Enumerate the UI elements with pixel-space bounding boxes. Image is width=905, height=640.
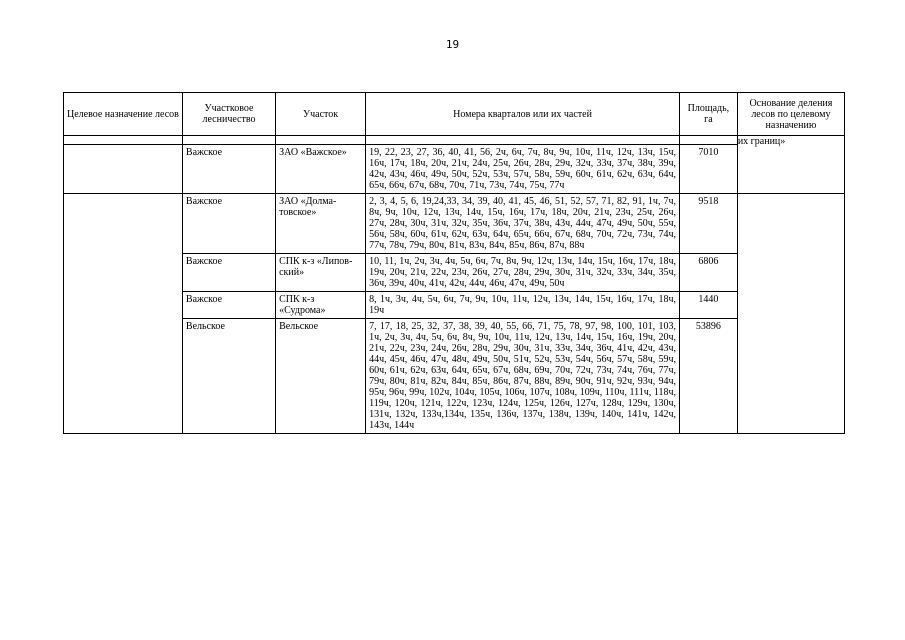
spacer-cell (679, 136, 737, 145)
site-cell: ЗАО «Важское» (276, 145, 366, 194)
district-cell: Важское (182, 194, 275, 254)
area-cell: 9518 (679, 194, 737, 254)
header-quarters: Номера кварталов или их частей (366, 93, 680, 136)
quarters-cell: 2, 3, 4, 5, 6, 19,24,33, 34, 39, 40, 41, 45, 46, 51, 52, 57, 71, 82, 91, 1ч, 7ч, 8ч, 9ч, 10ч, 12ч, 13ч, 14ч, 15ч, 16ч, 17ч, 18ч, 20ч, 21ч, 23ч, 25ч, 26ч, 27ч, 28ч, 30ч, 31ч, 32ч, 35ч, 36ч, 37ч, 38ч, 43ч, 44ч, 47ч, 49ч, 50ч, 55ч, 56ч, 58ч, 60ч, 61ч, 62ч, 63ч, 64ч, 65ч, 66ч, 67ч, 68ч, 70ч, 72ч, 73ч, 74ч, 77ч, 78ч, 79ч, 80ч, 81ч, 83ч, 84ч, 85ч, 86ч, 87ч, 88ч (366, 194, 680, 254)
basis-note: их границ» (737, 136, 844, 194)
spacer-cell (64, 136, 183, 145)
spacer-cell (182, 136, 275, 145)
quarters-cell: 19, 22, 23, 27, 36, 40, 41, 56, 2ч, 6ч, 7ч, 8ч, 9ч, 10ч, 11ч, 12ч, 13ч, 15ч, 16ч, 17ч, 18ч, 20ч, 21ч, 24ч, 25ч, 26ч, 28ч, 29ч, 32ч, 33ч, 37ч, 38ч, 39ч, 42ч, 43ч, 46ч, 49ч, 50ч, 52ч, 53ч, 57ч, 58ч, 59ч, 60ч, 61ч, 62ч, 63ч, 64ч, 65ч, 66ч, 67ч, 68ч, 70ч, 71ч, 73ч, 74ч, 75ч, 77ч (366, 145, 680, 194)
district-cell: Важское (182, 254, 275, 292)
site-cell: ЗАО «Долма-товское» (276, 194, 366, 254)
table-header-row (64, 93, 845, 136)
purpose-cell (64, 145, 183, 194)
header-district: Участковое лесничество (182, 93, 275, 136)
spacer-cell (366, 136, 680, 145)
header-purpose: Целевое назначение лесов (64, 93, 183, 136)
site-cell: СПК к-з «Судрома» (276, 292, 366, 319)
basis-cell (737, 194, 844, 434)
quarters-cell: 8, 1ч, 3ч, 4ч, 5ч, 6ч, 7ч, 9ч, 10ч, 11ч, 12ч, 13ч, 14ч, 15ч, 16ч, 17ч, 18ч, 19ч (366, 292, 680, 319)
table-row (64, 145, 845, 194)
quarters-cell: 10, 11, 1ч, 2ч, 3ч, 4ч, 5ч, 6ч, 7ч, 8ч, 9ч, 12ч, 13ч, 14ч, 15ч, 16ч, 17ч, 18ч, 19ч, 20ч, 21ч, 22ч, 23ч, 26ч, 27ч, 28ч, 29ч, 30ч, 31ч, 32ч, 33ч, 34ч, 35ч, 36ч, 39ч, 40ч, 41ч, 42ч, 44ч, 46ч, 47ч, 49ч, 50ч (366, 254, 680, 292)
district-cell: Вельское (182, 319, 275, 434)
site-cell: СПК к-з «Липов-ский» (276, 254, 366, 292)
area-cell: 6806 (679, 254, 737, 292)
table-row (64, 194, 845, 254)
area-cell: 1440 (679, 292, 737, 319)
header-area: Площадь, га (679, 93, 737, 136)
table-spacer-row (64, 136, 845, 145)
area-cell: 53896 (679, 319, 737, 434)
spacer-cell (276, 136, 366, 145)
purpose-cell (64, 194, 183, 434)
header-site: Участок (276, 93, 366, 136)
area-cell: 7010 (679, 145, 737, 194)
site-cell: Вельское (276, 319, 366, 434)
header-basis: Основание деления лесов по целевому назначению (737, 93, 844, 136)
district-cell: Важское (182, 145, 275, 194)
forest-purpose-table (63, 92, 845, 434)
page-number: 19 (445, 38, 460, 51)
quarters-cell: 7, 17, 18, 25, 32, 37, 38, 39, 40, 55, 66, 71, 75, 78, 97, 98, 100, 101, 103, 1ч, 2ч, 3ч, 4ч, 5ч, 6ч, 8ч, 9ч, 10ч, 11ч, 12ч, 13ч, 14ч, 15ч, 16ч, 19ч, 20ч, 21ч, 22ч, 23ч, 24ч, 26ч, 28ч, 29ч, 30ч, 31ч, 33ч, 34ч, 36ч, 41ч, 42ч, 43ч, 44ч, 45ч, 46ч, 47ч, 48ч, 49ч, 50ч, 51ч, 52ч, 53ч, 54ч, 56ч, 57ч, 58ч, 59ч, 60ч, 61ч, 62ч, 63ч, 64ч, 65ч, 67ч, 68ч, 69ч, 70ч, 72ч, 73ч, 74ч, 76ч, 77ч, 79ч, 80ч, 81ч, 82ч, 84ч, 85ч, 86ч, 87ч, 88ч, 89ч, 90ч, 91ч, 92ч, 93ч, 94ч, 95ч, 96ч, 99ч, 102ч, 104ч, 105ч, 106ч, 107ч, 108ч, 109ч, 110ч, 111ч, 118ч, 119ч, 120ч, 121ч, 122ч, 123ч, 124ч, 125ч, 126ч, 127ч, 128ч, 129ч, 130ч, 131ч, 132ч, 133ч,134ч, 135ч, 136ч, 137ч, 138ч, 139ч, 140ч, 141ч, 142ч, 143ч, 144ч (366, 319, 680, 434)
district-cell: Важское (182, 292, 275, 319)
